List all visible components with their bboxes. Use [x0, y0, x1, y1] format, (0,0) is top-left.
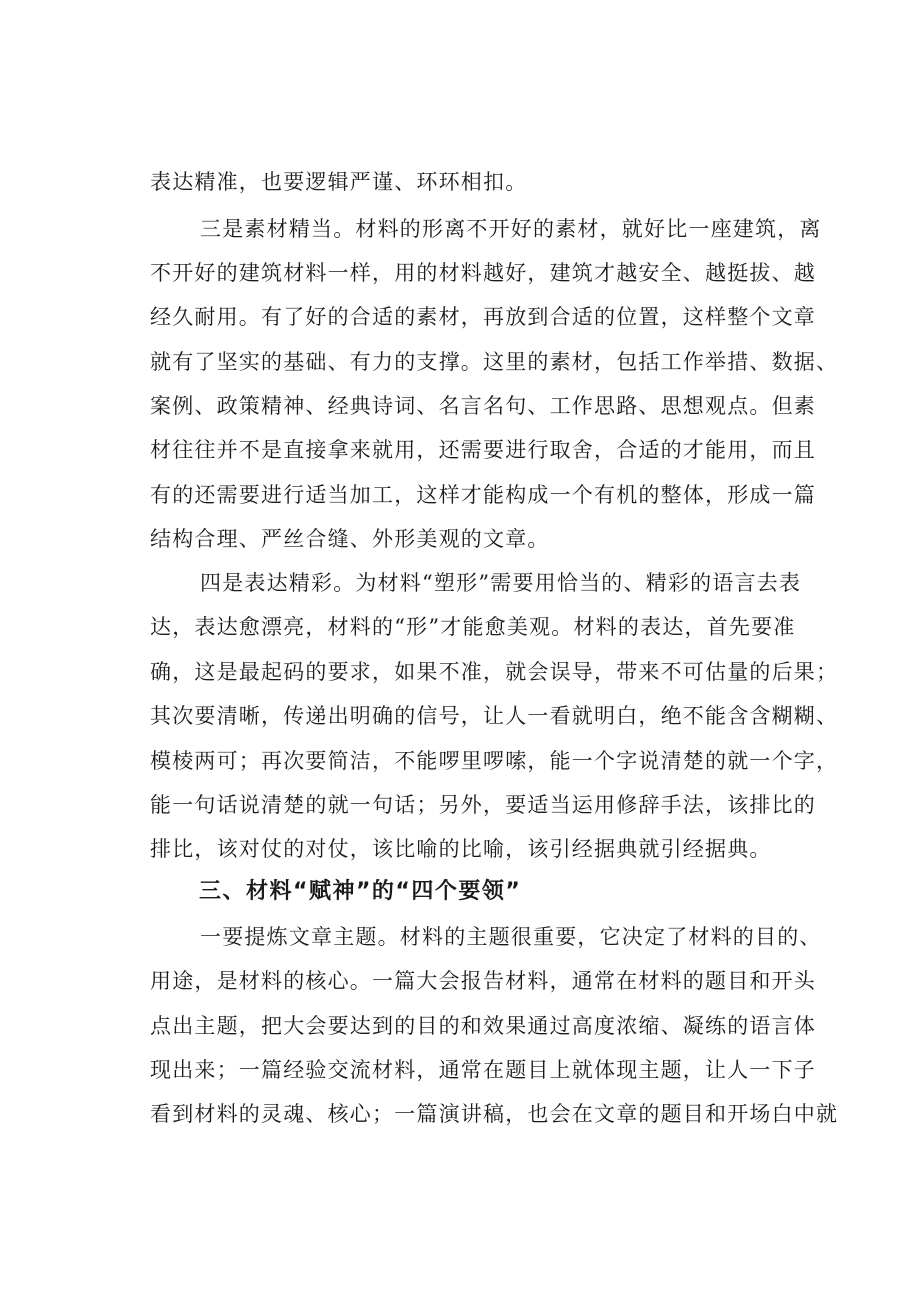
text-line: 能一句话说清楚的就一句话；另外，要适当运用修辞手法，该排比的: [150, 793, 816, 817]
text-line: 现出来；一篇经验交流材料，通常在题目上就体现主题，让人一下子: [150, 1058, 816, 1082]
text-line: 模棱两可；再次要简洁，不能啰里啰嗦，能一个字说清楚的就一个字，: [150, 749, 839, 773]
text-line: 经久耐用。有了好的合适的素材，再放到合适的位置，这样整个文章: [150, 305, 816, 329]
text-line: 材往往并不是直接拿来就用，还需要进行取舍，合适的才能用，而且: [150, 438, 816, 462]
text-line: 不开好的建筑材料一样，用的材料越好，建筑才越安全、越挺拔、越: [150, 261, 816, 285]
text-line: 四是表达精彩。为材料“塑形”需要用恰当的、精彩的语言去表: [200, 571, 802, 595]
text-line: 一要提炼文章主题。材料的主题很重要，它决定了材料的目的、: [200, 925, 822, 949]
text-line: 排比，该对仗的对仗，该比喻的比喻，该引经据典就引经据典。: [150, 837, 772, 861]
text-line: 结构合理、严丝合缝、外形美观的文章。: [150, 527, 550, 551]
section-heading: 三、材料“赋神”的“四个要领”: [199, 879, 522, 904]
text-line: 看到材料的灵魂、核心；一篇演讲稿，也会在文章的题目和开场白中就: [150, 1102, 839, 1126]
text-line: 用途，是材料的核心。一篇大会报告材料，通常在材料的题目和开头: [150, 969, 816, 993]
text-line: 表达精准，也要逻辑严谨、环环相扣。: [150, 170, 528, 194]
text-line: 案例、政策精神、经典诗词、名言名句、工作思路、思想观点。但素: [150, 394, 816, 418]
text-line: 确，这是最起码的要求，如果不准，就会误导，带来不可估量的后果；: [150, 660, 839, 684]
text-line: 三是素材精当。材料的形离不开好的素材，就好比一座建筑，离: [200, 217, 822, 241]
text-line: 就有了坚实的基础、有力的支撑。这里的素材，包括工作举措、数据、: [150, 350, 839, 374]
text-line: 有的还需要进行适当加工，这样才能构成一个有机的整体，形成一篇: [150, 483, 816, 507]
text-line: 达，表达愈漂亮，材料的“形”才能愈美观。材料的表达，首先要准: [150, 615, 796, 639]
text-line: 点出主题，把大会要达到的目的和效果通过高度浓缩、凝练的语言体: [150, 1014, 816, 1038]
text-line: 其次要清晰，传递出明确的信号，让人一看就明白，绝不能含含糊糊、: [150, 704, 839, 728]
